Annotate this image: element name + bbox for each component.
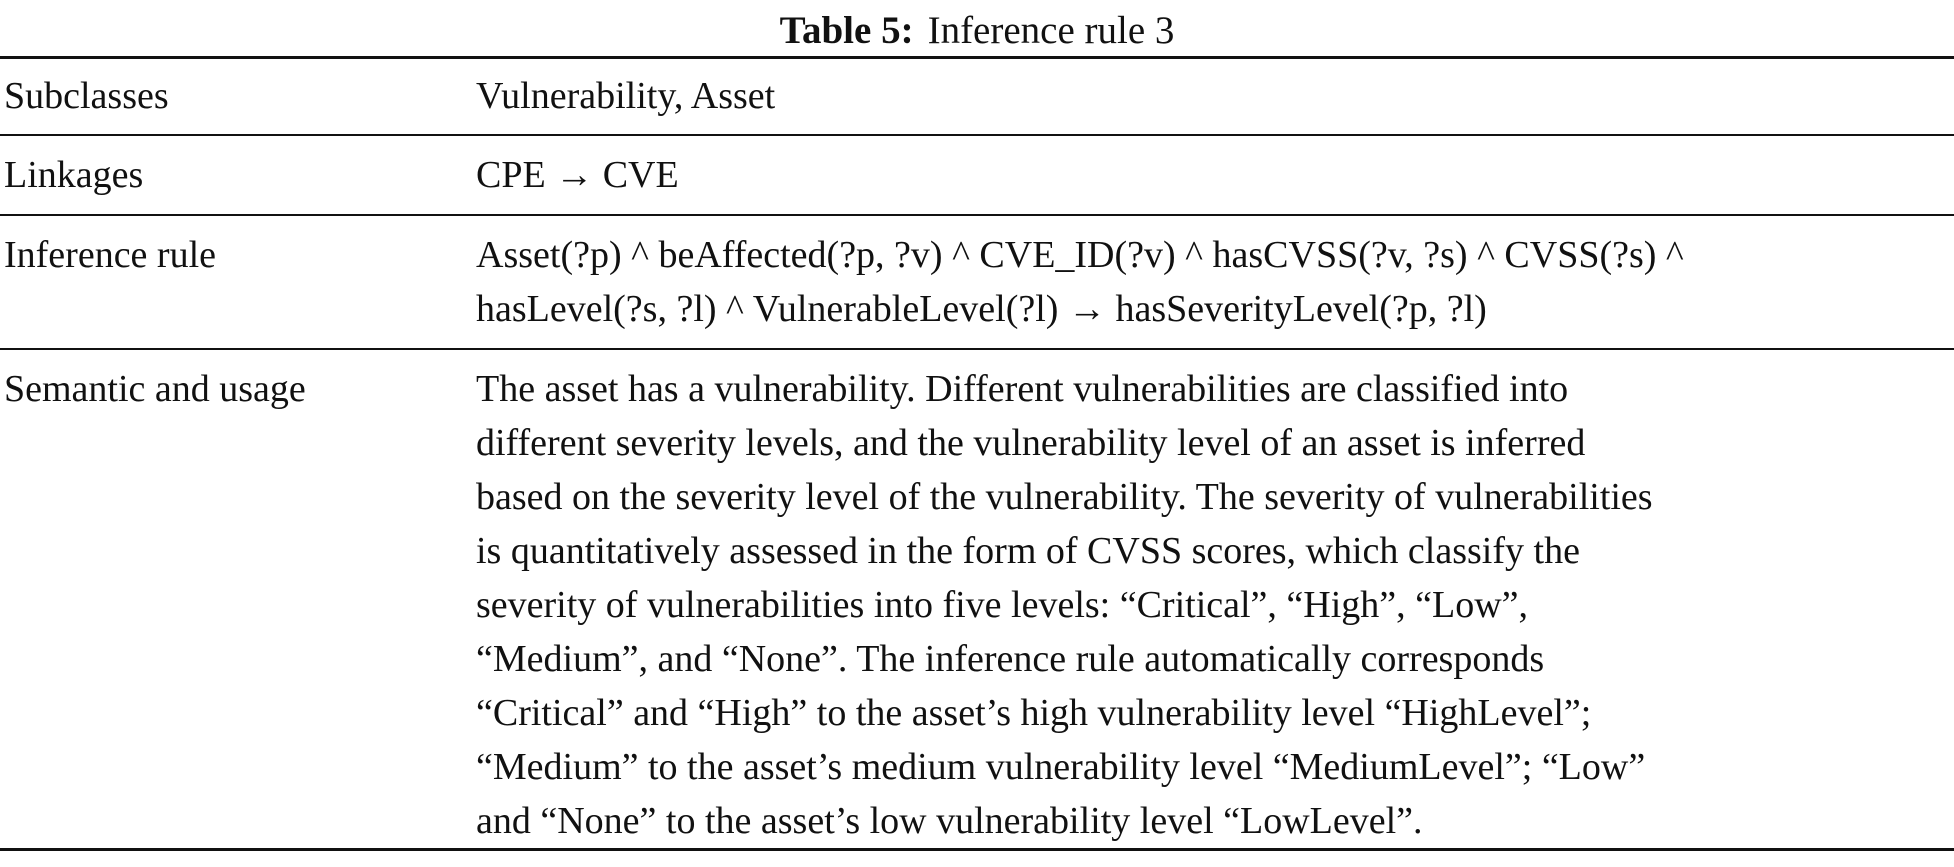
table-row-linkages — [0, 135, 1954, 215]
text-line: different severity levels, and the vulnerability level of an asset is inferred — [476, 421, 1586, 464]
table-row-subclasses — [0, 58, 1954, 135]
row-label: Semantic and usage — [4, 367, 306, 410]
text-line: “Critical” and “High” to the asset’s high vulnerability level “HighLevel”; — [476, 691, 1592, 734]
row-label: Subclasses — [4, 75, 169, 117]
row-label: Linkages — [4, 153, 144, 196]
row-value — [476, 349, 1954, 850]
text-line: “Medium”, and “None”. The inference rule automatically corresponds — [476, 637, 1545, 680]
text-line: severity of vulnerabilities into five levels: “Critical”, “High”, “Low”, — [476, 583, 1529, 626]
text-line: “Medium” to the asset’s medium vulnerability level “MediumLevel”; “Low” — [476, 745, 1646, 788]
text-line: and “None” to the asset’s low vulnerability level “LowLevel”. — [476, 799, 1423, 842]
table-caption-label: Table 5: — [779, 9, 914, 52]
table-caption — [0, 0, 1954, 56]
table-caption-title: Inference rule 3 — [927, 9, 1175, 52]
text-line: based on the severity level of the vulnerability. The severity of vulnerabilities — [476, 475, 1653, 518]
row-value — [476, 58, 1954, 135]
row-label: Inference rule — [4, 233, 217, 276]
text-line: hasLevel(?s, ?l) ^ VulnerableLevel(?l) → hasSeverityLevel(?p, ?l) — [476, 287, 1487, 330]
text-line: Asset(?p) ^ beAffected(?p, ?v) ^ CVE_ID(?v) ^ hasCVSS(?v, ?s) ^ CVSS(?s) ^ — [476, 233, 1684, 276]
text-line: CPE → CVE — [476, 153, 679, 196]
text-line: is quantitatively assessed in the form of CVSS scores, which classify the — [476, 529, 1580, 572]
row-value — [476, 135, 1954, 215]
table-row-semantic-and-usage — [0, 349, 1954, 850]
inference-rule-table — [0, 56, 1954, 851]
text-line: The asset has a vulnerability. Different vulnerabilities are classified into — [476, 367, 1569, 410]
table-row-inference-rule — [0, 215, 1954, 349]
row-value — [476, 215, 1954, 349]
text-line: Vulnerability, Asset — [476, 75, 776, 117]
